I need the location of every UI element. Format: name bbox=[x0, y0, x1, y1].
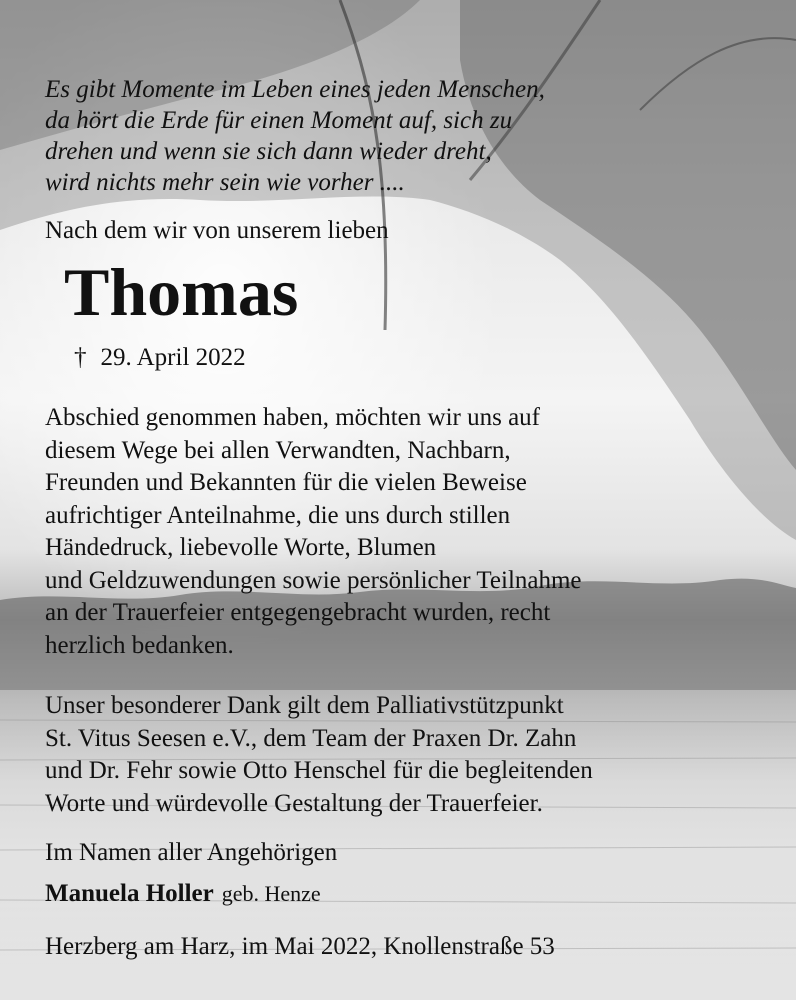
motto-quote bbox=[45, 74, 545, 198]
body-line: an der Trauerfeier entgegengebracht wurden, recht bbox=[45, 599, 551, 626]
thank-you-text bbox=[45, 402, 582, 662]
signature bbox=[45, 877, 321, 911]
motto-line: da hört die Erde für einen Moment auf, sich zu bbox=[45, 107, 513, 134]
signature-name: Manuela Holler bbox=[45, 880, 214, 907]
body-line: und Geldzuwendungen sowie persönlicher Teilnahme bbox=[45, 566, 582, 594]
motto-line: drehen und wenn sie sich dann wieder dreht, bbox=[45, 138, 492, 165]
special-thanks-text bbox=[45, 690, 593, 821]
motto-line: Es gibt Momente im Leben eines jeden Menschen, bbox=[45, 76, 545, 103]
body-line: herzlich bedanken. bbox=[45, 631, 234, 659]
death-date-text: 29. April 2022 bbox=[100, 344, 246, 371]
cross-icon: † bbox=[74, 344, 87, 371]
thanks-line: und Dr. Fehr sowie Otto Henschel für die begleitenden bbox=[45, 757, 593, 785]
maiden-name: geb. Henze bbox=[221, 881, 321, 906]
body-line: Händedruck, liebevolle Worte, Blumen bbox=[45, 534, 437, 561]
thanks-line: Unser besonderer Dank gilt dem Palliativstützpunkt bbox=[45, 692, 564, 719]
thanks-line: Worte und würdevolle Gestaltung der Trauerfeier. bbox=[45, 790, 543, 818]
place-and-date: Herzberg am Harz, im Mai 2022, Knollenstraße 53 bbox=[45, 933, 555, 960]
body-line: aufrichtiger Anteilnahme, die uns durch stillen bbox=[45, 501, 511, 529]
thanks-line: St. Vitus Seesen e.V., dem Team der Praxen Dr. Zahn bbox=[45, 724, 577, 752]
closing-line: Im Namen aller Angehörigen bbox=[45, 839, 338, 866]
intro-line: Nach dem wir von unserem lieben bbox=[45, 217, 389, 244]
death-date bbox=[74, 341, 246, 375]
motto-line: wird nichts mehr sein wie vorher .... bbox=[45, 169, 405, 196]
body-line: Abschied genommen haben, möchten wir uns auf bbox=[45, 404, 541, 431]
deceased-name: Thomas bbox=[64, 254, 299, 330]
body-line: diesem Wege bei allen Verwandten, Nachbarn, bbox=[45, 436, 511, 464]
body-line: Freunden und Bekannten für die vielen Beweise bbox=[45, 469, 527, 496]
